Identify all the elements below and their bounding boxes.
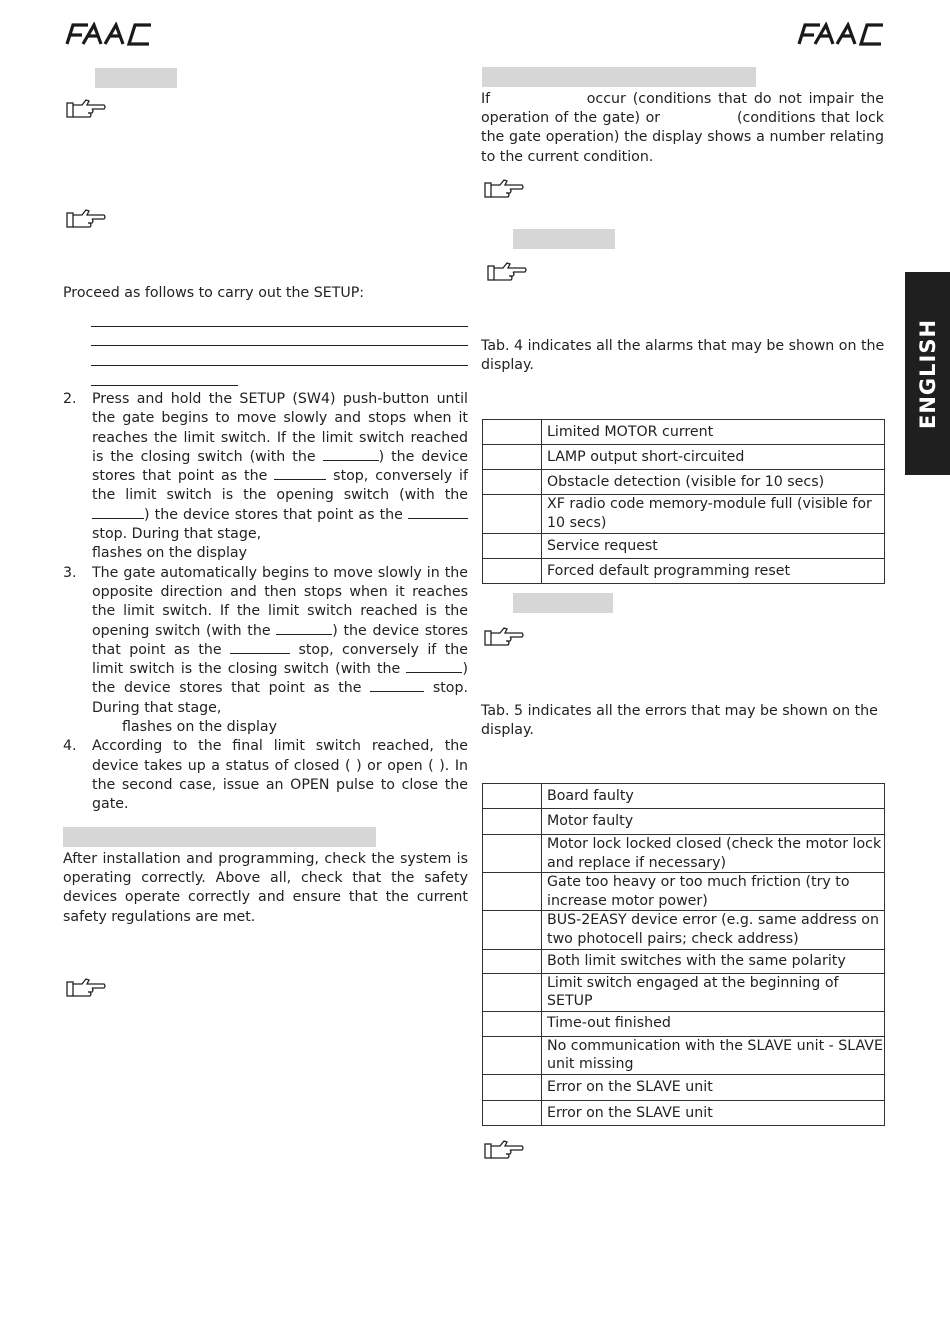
pointing-hand-icon bbox=[484, 1139, 524, 1161]
table-cell-code bbox=[483, 835, 542, 873]
table-cell-code bbox=[483, 495, 542, 534]
table-cell-description: Both limit switches with the same polarity bbox=[542, 949, 885, 973]
blank-field bbox=[408, 506, 468, 519]
step-number: 3. bbox=[63, 564, 77, 581]
table-cell-description: LAMP output short-circuited bbox=[542, 445, 885, 470]
step-text: ) the device stores that point as the bbox=[92, 622, 469, 658]
table-row bbox=[483, 973, 885, 1011]
table-row bbox=[483, 495, 885, 534]
setup-step bbox=[63, 564, 468, 738]
table-row bbox=[483, 1036, 885, 1074]
tab5-caption: Tab. 5 indicates all the errors that may be shown on the display. bbox=[481, 703, 878, 739]
blank-field bbox=[406, 660, 462, 673]
table-row bbox=[483, 1011, 885, 1036]
redacted-step-line bbox=[91, 345, 468, 346]
step-text: The gate automatically begins to move slowly in the opposite direction and then stops when it reaches the limit switch. If the limit switch reached is the opening switch (with the bbox=[92, 564, 468, 639]
table-cell-code bbox=[483, 1036, 542, 1074]
table-cell-code bbox=[483, 534, 542, 559]
pointing-hand-icon bbox=[66, 98, 106, 120]
table-row bbox=[483, 835, 885, 873]
section-heading-bar bbox=[63, 827, 376, 847]
table-row bbox=[483, 470, 885, 495]
step-text: ) the device stores that point as the bbox=[92, 661, 468, 697]
table-row bbox=[483, 873, 885, 911]
step-text: Press and hold the SETUP (SW4) push-button until the gate begins to move slowly and stops when it reaches the limit switch. If the limit switch reached is the closing switch (with the bbox=[92, 391, 468, 465]
redacted-step-line bbox=[91, 365, 468, 366]
table-cell-description: Motor lock locked closed (check the motor lock and replace if necessary) bbox=[542, 835, 885, 873]
table-cell-description: XF radio code memory-module full (visible for 10 secs) bbox=[542, 495, 885, 534]
table-row bbox=[483, 949, 885, 973]
blank-field bbox=[276, 622, 332, 635]
pointing-hand-icon bbox=[484, 626, 524, 648]
pointing-hand-icon bbox=[66, 977, 106, 999]
section-heading-bar bbox=[482, 67, 756, 87]
table-cell-code bbox=[483, 470, 542, 495]
table-cell-description: Error on the SLAVE unit bbox=[542, 1074, 885, 1100]
step-number: 2. bbox=[63, 391, 77, 407]
redacted-step-line bbox=[91, 326, 468, 327]
table-row bbox=[483, 559, 885, 584]
setup-intro: Proceed as follows to carry out the SETUP: bbox=[63, 285, 365, 301]
table-cell-code bbox=[483, 911, 542, 949]
section-heading-bar bbox=[513, 229, 615, 249]
table-cell-description: Service request bbox=[542, 534, 885, 559]
table-cell-description: No communication with the SLAVE unit - SLAVE unit missing bbox=[542, 1036, 885, 1074]
pointing-hand-icon bbox=[66, 208, 106, 230]
table-cell-description: BUS-2EASY device error (e.g. same address on two photocell pairs; check address) bbox=[542, 911, 885, 949]
step-text: flashes on the display bbox=[92, 545, 247, 562]
table-cell-description: Board faulty bbox=[542, 784, 885, 809]
table-cell-code bbox=[483, 445, 542, 470]
faac-logo-right bbox=[795, 22, 887, 46]
table-row bbox=[483, 911, 885, 949]
blank-field bbox=[323, 448, 379, 461]
table-row bbox=[483, 809, 885, 835]
step-text: stop, conversely if the limit switch is the closing switch (with the bbox=[92, 641, 468, 678]
pointing-hand-icon bbox=[484, 178, 524, 200]
alarms-errors-intro: If occur (conditions that do not impair the operation of the gate) or (conditions that lock the gate operation) the display shows a number relating to the current condition. bbox=[481, 91, 889, 165]
faac-logo-left bbox=[63, 22, 155, 46]
table-cell-description: Gate too heavy or too much friction (try to increase motor power) bbox=[542, 873, 885, 911]
table-cell-code bbox=[483, 973, 542, 1011]
blank-field bbox=[92, 506, 144, 519]
table-row bbox=[483, 1100, 885, 1125]
blank-field bbox=[370, 679, 424, 692]
table-cell-description: Obstacle detection (visible for 10 secs) bbox=[542, 470, 885, 495]
tab4-caption: Tab. 4 indicates all the alarms that may be shown on the display. bbox=[481, 338, 885, 374]
pointing-hand-icon bbox=[487, 261, 527, 283]
table-cell-code bbox=[483, 949, 542, 973]
table-cell-code bbox=[483, 1011, 542, 1036]
table-cell-code bbox=[483, 1074, 542, 1100]
setup-step bbox=[63, 390, 468, 564]
table-cell-code bbox=[483, 559, 542, 584]
table-row bbox=[483, 420, 885, 445]
step-text: ) the device stores that point as the bbox=[92, 448, 468, 485]
step-text: ) the device stores that point as the bbox=[144, 506, 403, 523]
blank-field bbox=[274, 467, 326, 480]
table-cell-description: Motor faulty bbox=[542, 809, 885, 835]
table-cell-description: Time-out finished bbox=[542, 1011, 885, 1036]
setup-steps bbox=[63, 390, 468, 815]
step-text: stop. During that stage, bbox=[92, 526, 262, 543]
redacted-step-line bbox=[91, 385, 238, 386]
step-number: 4. bbox=[63, 738, 77, 755]
table-row bbox=[483, 534, 885, 559]
errors-table bbox=[482, 783, 885, 1126]
table-cell-description: Limit switch engaged at the beginning of SETUP bbox=[542, 973, 885, 1011]
table-cell-description: Forced default programming reset bbox=[542, 559, 885, 584]
table-row bbox=[483, 1074, 885, 1100]
step-text: stop, conversely if the limit switch is the opening switch (with the bbox=[92, 468, 468, 504]
testing-paragraph: After installation and programming, check the system is operating correctly. Above all, check that the safety devices operate correctly and ensure that the current safety regulations are met. bbox=[63, 851, 468, 925]
table-cell-description: Limited MOTOR current bbox=[542, 420, 885, 445]
table-row bbox=[483, 445, 885, 470]
language-tab bbox=[905, 272, 950, 475]
table-cell-code bbox=[483, 1100, 542, 1125]
table-cell-code bbox=[483, 873, 542, 911]
step-text: stop. During that stage, bbox=[92, 680, 468, 716]
setup-step bbox=[63, 737, 468, 814]
alarms-table bbox=[482, 419, 885, 584]
blank-field bbox=[230, 641, 290, 654]
step-text: flashes on the display bbox=[122, 719, 277, 736]
table-row bbox=[483, 784, 885, 809]
table-cell-code bbox=[483, 809, 542, 835]
section-heading-bar bbox=[95, 68, 177, 88]
section-heading-bar bbox=[513, 593, 613, 613]
language-tab-label: ENGLISH bbox=[915, 318, 940, 429]
table-cell-code bbox=[483, 420, 542, 445]
step-text: According to the final limit switch reached, the device takes up a status of closed ( ) or open ( ). In the second case, issue an OPEN pulse to close the gate. bbox=[92, 738, 468, 813]
table-cell-description: Error on the SLAVE unit bbox=[542, 1100, 885, 1125]
table-cell-code bbox=[483, 784, 542, 809]
